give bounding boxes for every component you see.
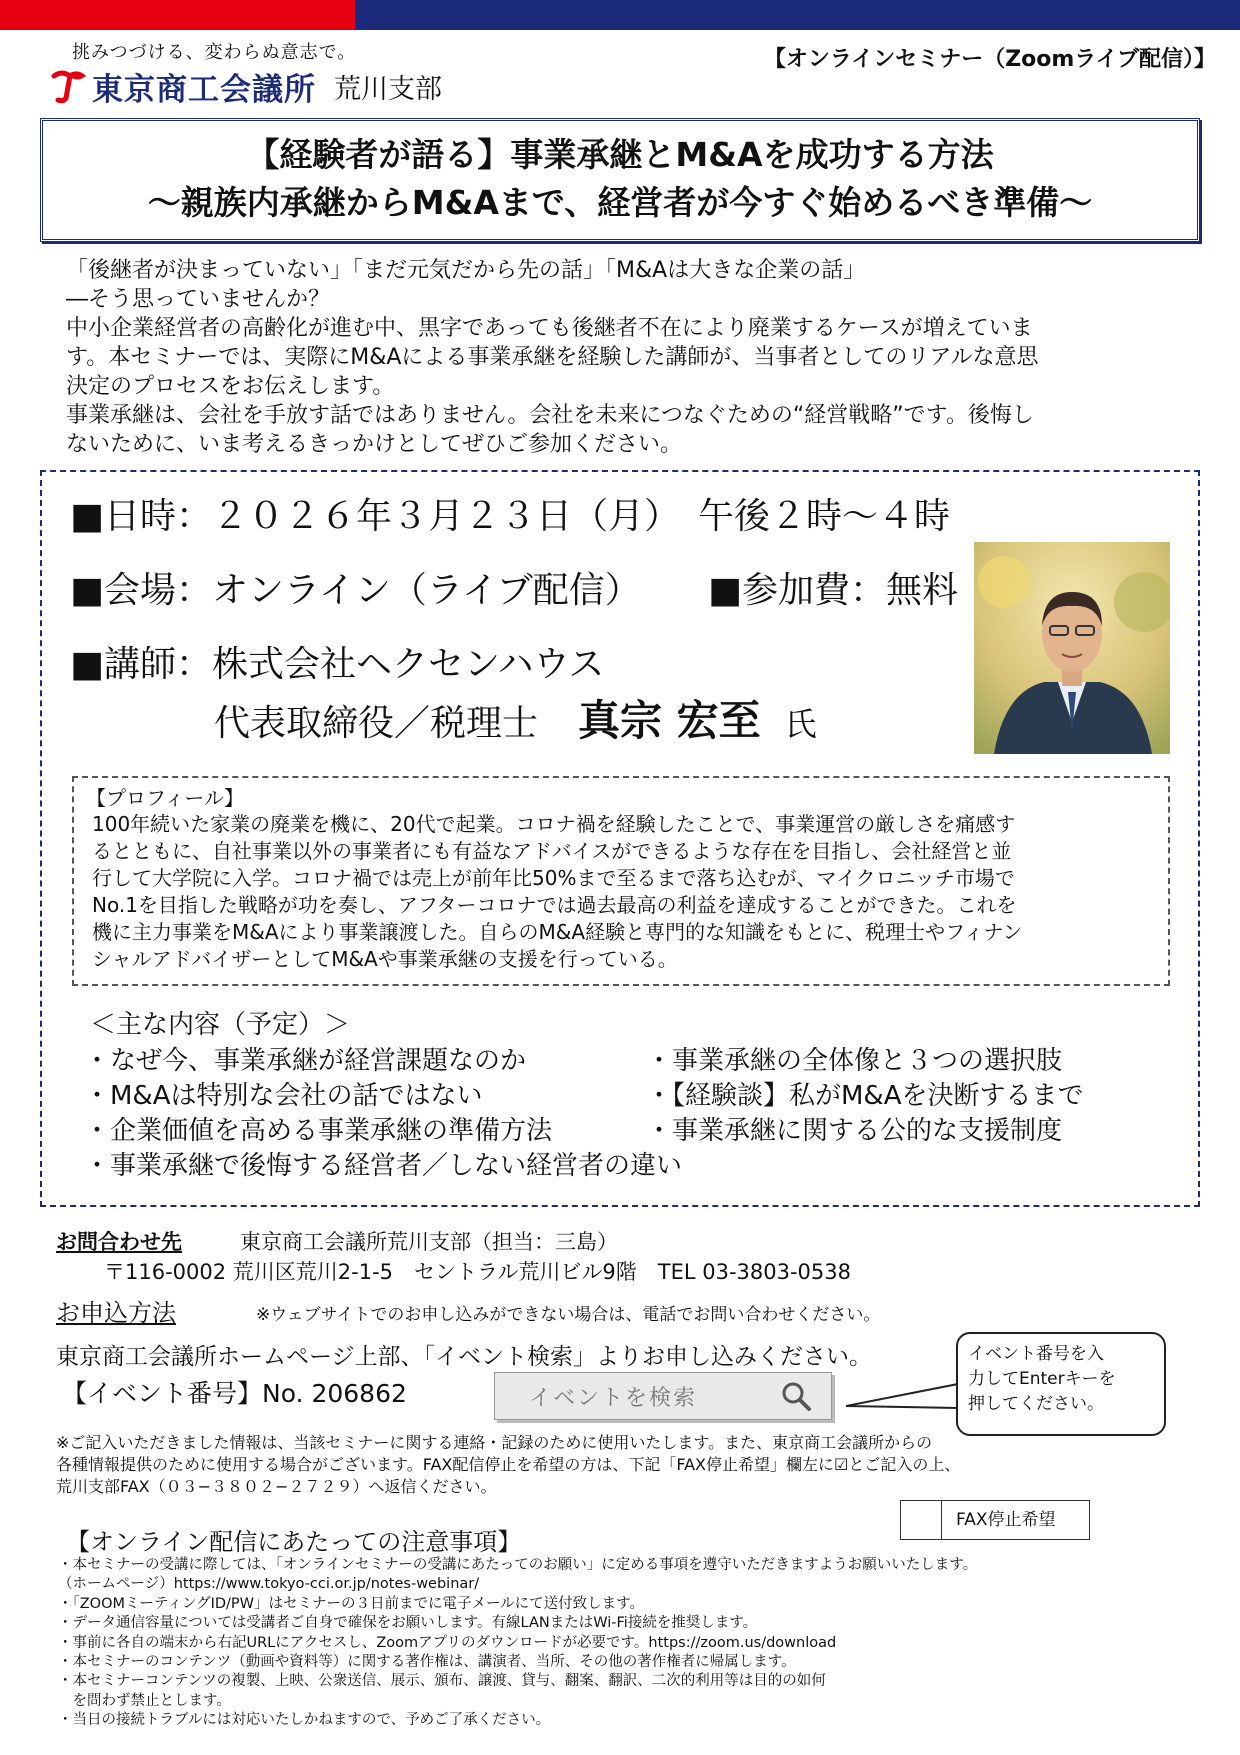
content-item: ・事業承継に関する公的な支援制度 [646,1116,1063,1146]
notes-heading: 【オンライン配信にあたっての注意事項】 [66,1528,522,1556]
logo [48,66,442,106]
apply-text: 東京商工会議所ホームページ上部、「イベント検索」よりお申し込みください。 [56,1344,873,1370]
lecturer-portrait-image [974,542,1170,754]
event-search-input[interactable] [494,1372,832,1420]
top-bar-red [0,0,355,30]
note-line: ・当日の接続トラブルには対応いたしかねますので、予めご了承ください。 [58,1712,551,1729]
intro-line: ないために、いま考えるきっかけとしてぜひご参加ください。 [66,432,683,457]
fax-stop-box [900,1500,1090,1540]
bubble-line: 押してください。 [968,1394,1104,1414]
content-item: ・【経験談】私がM&Aを決断するまで [646,1081,1084,1111]
profile-box [72,776,1170,986]
profile-heading: 【プロフィール】 [86,786,244,810]
title-line-2: 〜親族内承継からM&Aまで、経営者が今すぐ始めるべき準備〜 [147,183,1093,222]
profile-line: るとともに、自社事業以外の事業者にも有益なアドバイスができるような存在を目指し、会社経営と並 [92,839,1012,863]
org-name: 東京商工会議所 [92,71,316,108]
intro-line: 「後継者が決まっていない」「まだ元気だから先の話」「M&Aは大きな企業の話」 [66,258,866,283]
content-item: ・事業承継の全体像と３つの選択肢 [646,1046,1063,1076]
bubble-line: イベント番号を入 [968,1344,1104,1364]
apply-label: お申込方法 [56,1299,176,1327]
note-line: ・本セミナーのコンテンツ（動画や資料等）に関する著作権は、講演者、当所、その他の著作権者に帰属します。 [58,1654,796,1671]
lecturer-title: 代表取締役／税理士 [214,703,539,744]
contact-label: お問合わせ先 [56,1230,182,1254]
lecturer-name: 真宗 宏至 [578,696,761,745]
event-number: 【イベント番号】No. 206862 [62,1379,407,1408]
fax-stop-checkbox[interactable] [901,1501,942,1539]
intro-line: 中小企業経営者の高齢化が進む中、黒字であっても後継者不在により廃業するケースが増えていま [66,316,1033,341]
lecturer-line [214,688,817,748]
note-line: を問わず禁止とします。 [58,1692,231,1709]
content-item: ・企業価値を高める事業承継の準備方法 [84,1116,553,1146]
search-icon[interactable] [779,1379,813,1413]
search-placeholder: イベントを検索 [529,1385,698,1411]
bubble-tail [846,1380,962,1420]
top-bar-navy [355,0,1240,30]
tagline: 挑みつづける、変わらぬ意志で。 [72,42,357,63]
title-box [40,118,1200,242]
contact-org: 東京商工会議所荒川支部（担当：三島） [240,1230,618,1254]
title-line-1: 【経験者が語る】事業承継とM&Aを成功する方法 [246,135,994,174]
intro-line: す。本セミナーでは、実際にM&Aによる事業承継を経験した講師が、当事者としてのリアルな意思 [66,345,1039,370]
contact-address: 〒116-0002 荒川区荒川2-1-5 セントラル荒川ビル9階 TEL 03-3803-0538 [104,1260,851,1284]
contents-heading: ＜主な内容（予定）＞ [90,1010,351,1040]
content-item: ・なぜ今、事業承継が経営課題なのか [84,1046,527,1076]
profile-line: 機に主力事業をM&Aにより事業譲渡した。自らのM&A経験と専門的な知識をもとに、税理士やフィナン [92,920,1023,944]
content-item: ・M&Aは特別な会社の話ではない [84,1081,483,1111]
intro-line: 事業承継は、会社を手放す話ではありません。会社を未来につなぐための“経営戦略”です。後悔し [66,403,1034,428]
event-fee: ■参加費：無料 [708,570,959,611]
privacy-line: 荒川支部FAX（０３−３８０２−２７２９）へ返信ください。 [56,1477,497,1496]
event-datetime: ■日時：２０２６年３月２３日（月） 午後２時〜４時 [70,496,951,537]
content-item: ・事業承継で後悔する経営者／しない経営者の違い [84,1151,683,1181]
note-line: （ホームページ）https://www.tokyo-cci.or.jp/notes-webinar/ [58,1576,480,1593]
profile-line: シャルアドバイザーとしてM&Aや事業承継の支援を行っている。 [92,947,678,971]
lecturer-photo [974,542,1170,754]
profile-line: No.1を目指した戦略が功を奏し、アフターコロナでは過去最高の利益を達成することができた。これを [92,893,1017,917]
fax-stop-label: FAX停止希望 [956,1510,1056,1530]
lecturer-label: ■講師：株式会社ヘクセンハウス [70,644,605,685]
note-line: ・本セミナーの受講に際しては、「オンラインセミナーの受講にあたってのお願い」に定める事項を遵守いただきますようお願いいたします。 [58,1557,978,1573]
intro-line: ―そう思っていませんか？ [66,287,331,312]
tcci-logo-icon [48,68,88,104]
branch-name: 荒川支部 [334,73,442,105]
seminar-type: 【オンラインセミナー（Zoomライブ配信）】 [763,47,1216,72]
intro-text [66,256,1196,459]
profile-line: 行して大学院に入学。コロナ禍では売上が前年比50%まで至るまで落ち込むが、マイクロニッチ市場で [92,866,1015,890]
lecturer-honorific: 氏 [784,705,817,743]
apply-note: ※ウェブサイトでのお申し込みができない場合は、電話でお問い合わせください。 [256,1305,881,1325]
note-line: ・「ZOOMミーティングID/PW」はセミナーの３日前までに電子メールにて送付致します。 [58,1595,645,1612]
privacy-line: 各種情報提供のために使用する場合がございます。FAX配信停止を希望の方は、下記「FAX停止希望」欄左に☑とご記入の上、 [56,1455,961,1474]
notes-list [58,1556,1218,1731]
bubble-line: 力してEnterキーを [968,1369,1116,1389]
event-venue: ■会場：オンライン（ライブ配信） [70,570,641,611]
note-line: ・本セミナーコンテンツの複製、上映、公衆送信、展示、頒布、譲渡、貸与、翻案、翻訳、二次的利用等は目的の如何 [58,1673,826,1690]
speech-bubble [956,1332,1166,1436]
intro-line: 決定のプロセスをお伝えします。 [66,374,395,399]
privacy-line: ※ご記入いただきました情報は、当該セミナーに関する連絡・記録のために使用いたします。また、東京商工会議所からの [56,1433,933,1452]
profile-line: 100年続いた家業の廃業を機に、20代で起業。コロナ禍を経験したことで、事業運営の厳しさを痛感す [92,812,1016,836]
privacy-note [56,1432,1176,1498]
profile-body [92,811,1154,973]
note-line: ・データ通信容量については受講者ご自身で確保をお願いします。有線LANまたはWi-Fi接続を推奨します。 [58,1615,758,1632]
note-line: ・事前に各自の端末から右記URLにアクセスし、Zoomアプリのダウンロードが必要です。https://zoom.us/download [58,1634,837,1651]
